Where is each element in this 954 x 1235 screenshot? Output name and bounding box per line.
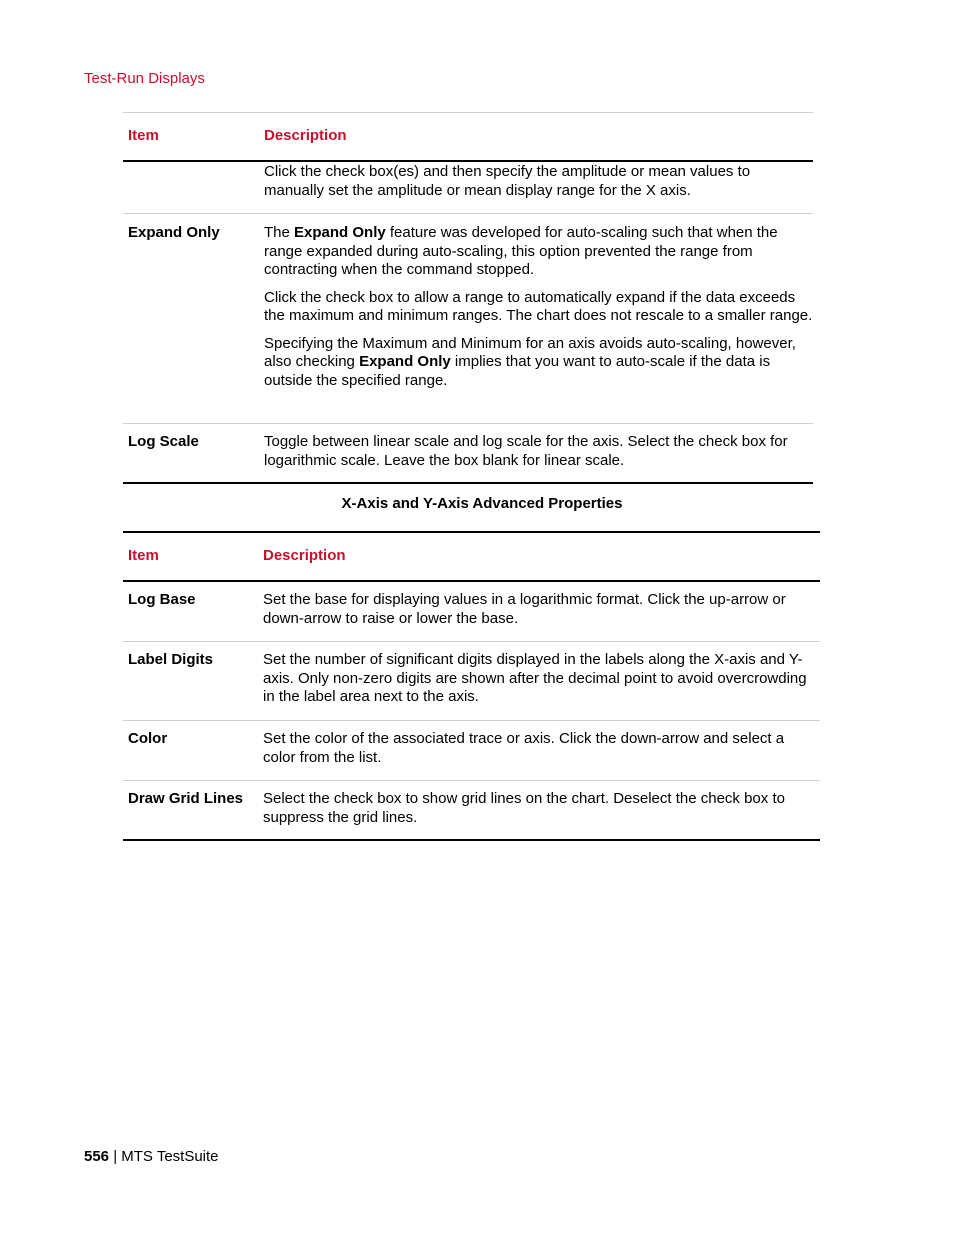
page-footer bbox=[84, 1148, 219, 1167]
table-row bbox=[123, 642, 820, 721]
bold-term: Expand Only bbox=[359, 353, 451, 370]
text: implies that you want to auto-scale if the data is outside the specified range. bbox=[264, 353, 771, 389]
properties-table-2 bbox=[123, 531, 820, 841]
paragraph bbox=[264, 224, 813, 280]
description-cell: Click the check box(es) and then specify the amplitude or mean values to manually set the amplitude or mean display range for the X axis. bbox=[264, 163, 751, 199]
description-cell: Toggle between linear scale and log scale for the axis. Select the check box for logarithmic scale. Leave the box blank for linear scale. bbox=[264, 433, 788, 469]
table-row bbox=[123, 162, 813, 214]
table-header-row bbox=[123, 112, 813, 162]
table-row bbox=[123, 721, 820, 781]
item-cell bbox=[123, 163, 264, 213]
table-row bbox=[123, 424, 813, 484]
item-cell: Draw Grid Lines bbox=[128, 790, 244, 807]
properties-table-1 bbox=[123, 112, 813, 484]
paragraph: Click the check box to allow a range to automatically expand if the data exceeds the maximum and minimum ranges. The chart does not rescale to a smaller range. bbox=[264, 288, 813, 324]
text: feature was developed for auto-scaling such that when the range expanded during auto-scaling, this option prevented the range from contracting when the command stopped. bbox=[264, 224, 778, 278]
table-row bbox=[123, 582, 820, 642]
paragraph bbox=[264, 335, 813, 391]
product-name: MTS TestSuite bbox=[121, 1148, 219, 1165]
item-cell: Label Digits bbox=[128, 651, 214, 668]
description-cell: Select the check box to show grid lines on the chart. Deselect the check box to suppress the grid lines. bbox=[263, 790, 785, 826]
text: The bbox=[264, 224, 295, 241]
item-cell: Log Scale bbox=[128, 433, 199, 450]
table-row bbox=[123, 781, 820, 841]
column-header-item: Item bbox=[128, 127, 159, 145]
item-cell: Log Base bbox=[128, 591, 196, 608]
description-cell: Set the number of significant digits displayed in the labels along the X-axis and Y-axis. Only non-zero digits are shown after the decimal point to avoid overcrowding in the label area next to the axis. bbox=[263, 651, 807, 705]
description-cell: Set the base for displaying values in a logarithmic format. Click the up-arrow or down-arrow to raise or lower the base. bbox=[263, 591, 786, 627]
section-header: Test-Run Displays bbox=[84, 70, 205, 87]
description-cell bbox=[264, 224, 813, 423]
table-caption: X-Axis and Y-Axis Advanced Properties bbox=[341, 495, 623, 512]
page-number: 556 bbox=[84, 1148, 110, 1165]
table-header-row bbox=[123, 531, 820, 582]
item-cell: Expand Only bbox=[128, 224, 220, 241]
column-header-description: Description bbox=[264, 127, 347, 145]
item-cell: Color bbox=[128, 730, 168, 747]
table-row bbox=[123, 214, 813, 424]
text: Specifying the Maximum and Minimum for an axis avoids auto-scaling, however, also checking bbox=[264, 334, 796, 370]
footer-separator: | bbox=[109, 1148, 122, 1165]
column-header-item: Item bbox=[128, 547, 159, 565]
description-cell: Set the color of the associated trace or axis. Click the down-arrow and select a color from the list. bbox=[263, 730, 785, 766]
column-header-description: Description bbox=[263, 547, 346, 565]
bold-term: Expand Only bbox=[294, 224, 386, 241]
